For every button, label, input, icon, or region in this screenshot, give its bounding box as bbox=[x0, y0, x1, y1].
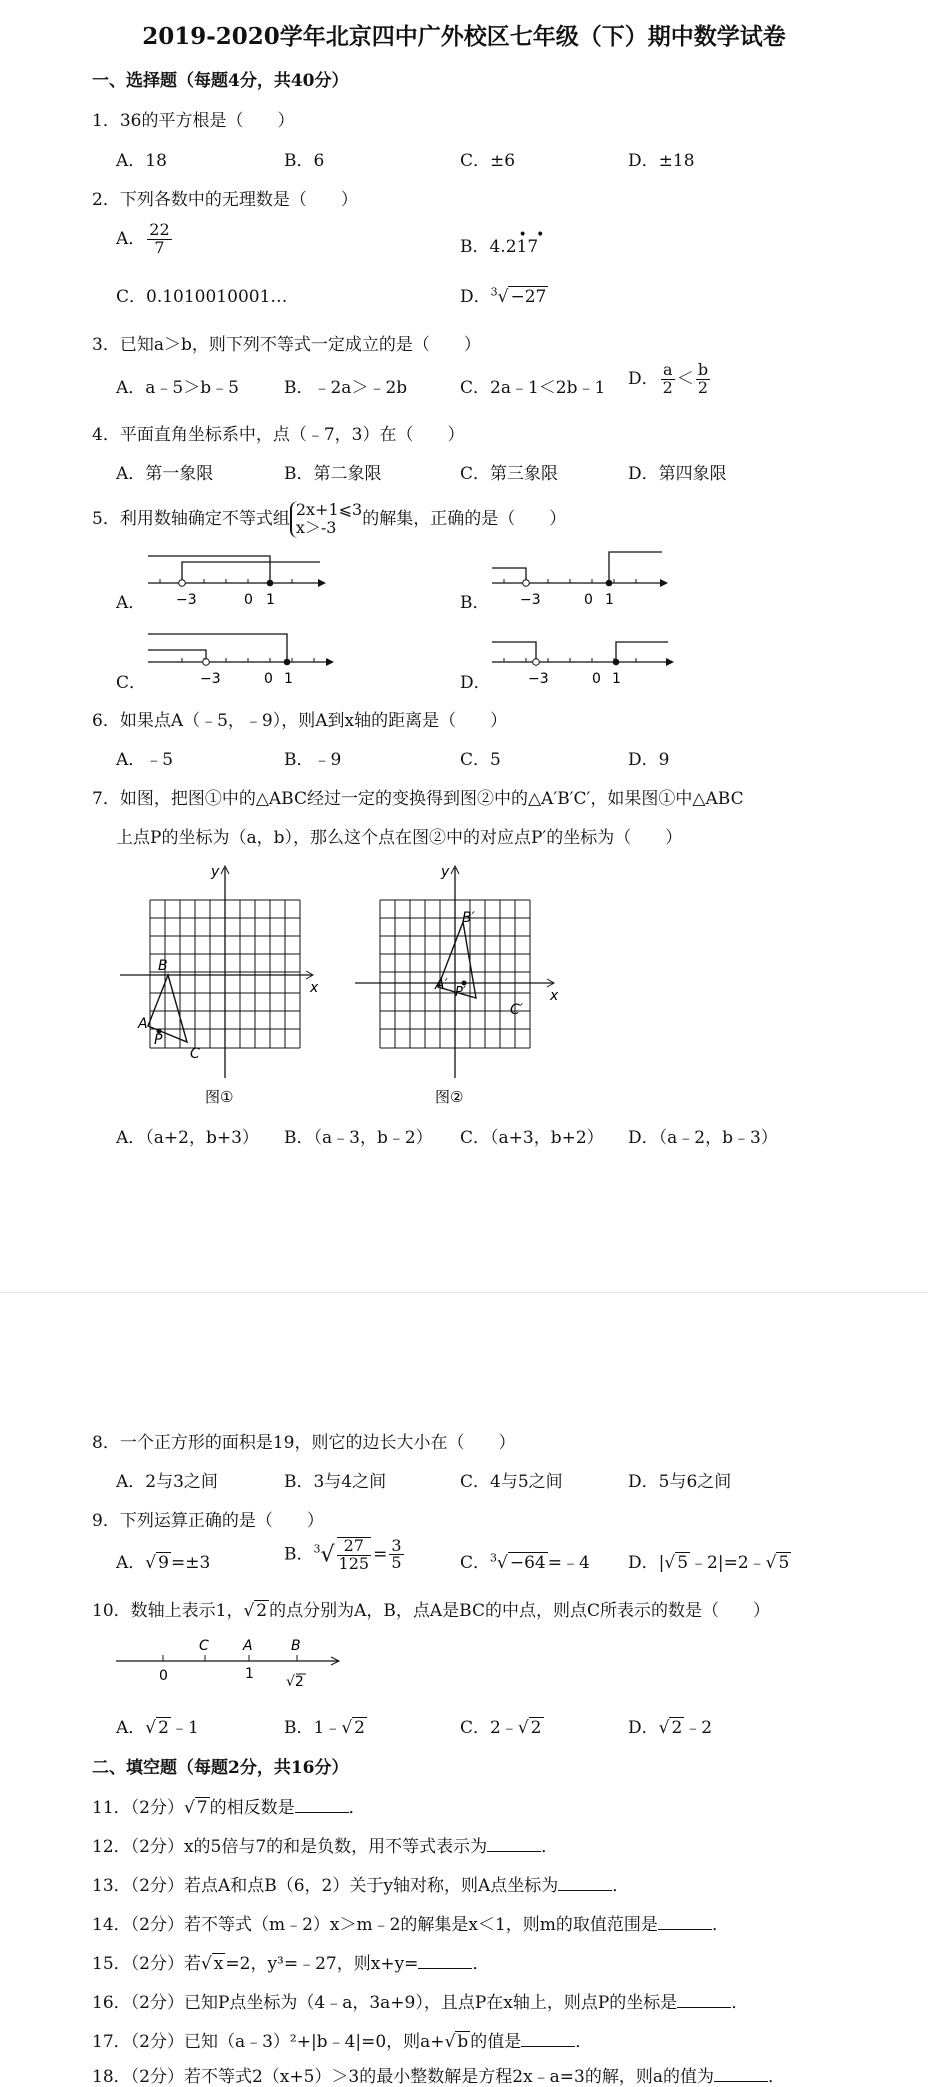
q17-radicand: b bbox=[457, 2032, 469, 2052]
q10-c-label: C．2﹣ bbox=[460, 1718, 518, 1738]
q14-answer-blank[interactable] bbox=[658, 1915, 712, 1930]
q9-a-radicand: 9 bbox=[158, 1553, 169, 1573]
fig2-point-c: C′ bbox=[510, 1002, 523, 1018]
question-17: 17．（2分）已知（a﹣3）²+|b﹣4|=0，则a+√ b 的值是 ． bbox=[92, 2032, 593, 2052]
tick-label-neg3: −3 bbox=[520, 592, 541, 608]
q13-text: 13．（2分）若点A和点B（6，2）关于y轴对称，则A点坐标为 bbox=[92, 1876, 559, 1896]
tick-label-neg3: −3 bbox=[200, 671, 221, 686]
q9-option-b[interactable]: B．$^3$√ $\frac{27}{125}$ = $\frac{3}{5}$ bbox=[284, 1535, 402, 1573]
q3-option-c[interactable]: C．2a﹣1＜2b﹣1 bbox=[460, 378, 606, 398]
q9-d-radicand-1: 5 bbox=[677, 1553, 689, 1573]
q7-figure-2 bbox=[345, 858, 570, 1108]
tick-label-1: 1 bbox=[266, 592, 275, 608]
q9-c-radicand: −64 bbox=[509, 1553, 546, 1573]
question-8-stem: 8．一个正方形的面积是19，则它的边长大小在（ ） bbox=[92, 1433, 516, 1453]
question-1-stem: 1．36的平方根是（ ） bbox=[92, 111, 295, 131]
q7-figure-1 bbox=[112, 858, 327, 1108]
q2-d-radicand: −27 bbox=[510, 287, 547, 307]
tick-label-1: 1 bbox=[612, 671, 621, 686]
q12-text: 12．（2分）x的5倍与7的和是负数，用不等式表示为 bbox=[92, 1837, 488, 1857]
q18-answer-blank[interactable] bbox=[714, 2067, 768, 2082]
q16-text: 16．（2分）已知P点坐标为（4﹣a，3a+9），且点P在x轴上，则点P的坐标是 bbox=[92, 1993, 678, 2013]
q13-answer-blank[interactable] bbox=[558, 1876, 612, 1891]
q4-option-c[interactable]: C．第三象限 bbox=[460, 464, 559, 484]
question-14 bbox=[92, 1910, 729, 1935]
fig1-x-axis-label: x bbox=[310, 980, 319, 996]
repeating-dots: • • bbox=[518, 227, 549, 243]
tick-label-0: 0 bbox=[244, 592, 253, 608]
fig2-caption: 图② bbox=[435, 1088, 464, 1106]
q3-d-label: D． bbox=[628, 368, 659, 389]
q2-option-d[interactable]: D．$^3$√ −27 bbox=[460, 285, 547, 307]
q2-d-label: D． bbox=[460, 287, 491, 307]
repeating-decimal bbox=[516, 227, 549, 257]
q10-tick-0: 0 bbox=[159, 1668, 168, 1684]
page-divider bbox=[0, 1292, 928, 1293]
fig2-point-p: P′ bbox=[455, 985, 466, 1000]
q4-option-b[interactable]: B．第二象限 bbox=[284, 464, 382, 484]
q9-b-root-index: 3 bbox=[313, 1542, 321, 1556]
q16-end: ． bbox=[731, 1993, 749, 2013]
q10-axis-point-b: B bbox=[291, 1638, 301, 1654]
q15-radicand: x bbox=[213, 1954, 224, 1974]
q2-a-denominator: 7 bbox=[154, 237, 165, 257]
q3-d-operator: ＜ bbox=[676, 368, 694, 389]
q9-option-c[interactable]: C．$^3$√ −64 =﹣4 bbox=[460, 1551, 590, 1573]
q5-number-line-a[interactable] bbox=[140, 548, 330, 608]
question-2-stem: 2．下列各数中的无理数是（ ） bbox=[92, 190, 358, 210]
question-6-stem: 6．如果点A（﹣5，﹣9），则A到x轴的距离是（ ） bbox=[92, 711, 508, 731]
q1-option-a[interactable]: A．18 bbox=[116, 151, 167, 171]
q10-option-c[interactable]: C．2﹣√ 2 bbox=[460, 1718, 542, 1738]
tick-label-0: 0 bbox=[592, 671, 601, 686]
q9-d-middle: ﹣2|=2﹣ bbox=[690, 1553, 766, 1573]
q5-system-line-1: 2x+1⩽3 bbox=[295, 500, 363, 519]
q11-post: 的相反数是 bbox=[209, 1798, 295, 1818]
q8-option-c[interactable]: C．4与5之间 bbox=[460, 1472, 563, 1492]
q10-number-line bbox=[110, 1630, 350, 1692]
q11-end: ． bbox=[348, 1798, 366, 1818]
q8-option-d[interactable]: D．5与6之间 bbox=[628, 1472, 732, 1492]
q17-answer-blank[interactable] bbox=[521, 2032, 575, 2047]
fig1-caption: 图① bbox=[205, 1088, 234, 1106]
question-7-stem-line-2: 上点P的坐标为（a，b），那么这个点在图②中的对应点P′的坐标为（ ） bbox=[116, 828, 683, 848]
q5-option-b-label[interactable]: B． bbox=[460, 593, 490, 613]
q7-option-c[interactable]: C．（a+3，b+2） bbox=[460, 1128, 604, 1148]
q3-option-a[interactable]: A．a﹣5＞b﹣5 bbox=[116, 378, 239, 398]
section-choice-heading: 一、选择题（每题4分，共40分） bbox=[92, 71, 349, 91]
q9-b-den: 125 bbox=[338, 1553, 370, 1573]
q5-number-line-c[interactable] bbox=[140, 626, 340, 686]
q2-b-repeat-digits: 17 bbox=[516, 237, 539, 257]
q3-d-num1: a bbox=[661, 362, 675, 380]
q18-end: ． bbox=[767, 2067, 785, 2087]
q10-option-b[interactable]: B．1﹣√ 2 bbox=[284, 1718, 365, 1738]
fig2-y-axis-label: y bbox=[441, 864, 450, 880]
q2-b-label: B．4.2 bbox=[460, 237, 517, 257]
q10-stem-radicand: 2 bbox=[256, 1601, 268, 1621]
q2-option-a[interactable] bbox=[116, 222, 174, 257]
q6-option-b[interactable]: B．﹣9 bbox=[284, 750, 342, 770]
q1-option-b[interactable]: B．6 bbox=[284, 151, 325, 171]
q3-option-d[interactable] bbox=[628, 362, 712, 397]
q17-pre: 17．（2分）已知（a﹣3）²+|b﹣4|=0，则a+ bbox=[92, 2032, 445, 2052]
q9-a-label: A． bbox=[116, 1553, 146, 1573]
q18-text: 18．（2分）若不等式2（x+5）＞3的最小整数解是方程2x﹣a=3的解，则a的值为 bbox=[92, 2067, 714, 2087]
q9-c-rest: =﹣4 bbox=[547, 1553, 590, 1573]
q9-b-result-fraction bbox=[389, 1535, 403, 1573]
q11-pre: 11．（2分） bbox=[92, 1798, 184, 1818]
tick-label-0: 0 bbox=[264, 671, 273, 686]
q10-stem-post: 的点分别为A，B，点A是BC的中点，则点C所表示的数是（ ） bbox=[269, 1601, 770, 1621]
q5-stem-post: 的解集，正确的是（ ） bbox=[362, 508, 567, 529]
question-13 bbox=[92, 1871, 629, 1896]
inequality-system bbox=[290, 501, 362, 538]
q12-end: ． bbox=[541, 1837, 559, 1857]
q9-b-result-den: 5 bbox=[391, 1553, 402, 1573]
q10-tick-1: 1 bbox=[245, 1666, 254, 1682]
tick-label-1: 1 bbox=[605, 592, 614, 608]
fig1-point-c: C bbox=[190, 1046, 200, 1062]
q7-option-d[interactable]: D．（a﹣2，b﹣3） bbox=[628, 1128, 778, 1148]
q4-option-d[interactable]: D．第四象限 bbox=[628, 464, 727, 484]
fraction-a-over-2 bbox=[661, 362, 675, 397]
section-fill-heading: 二、填空题（每题2分，共16分） bbox=[92, 1758, 349, 1778]
q10-axis-point-c: C bbox=[199, 1638, 209, 1654]
q15-end: ． bbox=[472, 1954, 490, 1974]
q12-answer-blank[interactable] bbox=[487, 1837, 541, 1852]
question-12 bbox=[92, 1832, 558, 1857]
q3-d-den2: 2 bbox=[697, 377, 709, 397]
q3-option-b[interactable]: B．﹣2a＞﹣2b bbox=[284, 378, 408, 398]
fig1-point-p: P bbox=[154, 1032, 163, 1048]
question-9-stem: 9．下列运算正确的是（ ） bbox=[92, 1511, 324, 1531]
q14-end: ． bbox=[711, 1915, 729, 1935]
q10-a-radicand: 2 bbox=[158, 1718, 169, 1738]
question-3-stem: 3．已知a＞b，则下列不等式一定成立的是（ ） bbox=[92, 335, 481, 355]
q5-number-line-d[interactable] bbox=[484, 626, 684, 686]
q11-radicand: 7 bbox=[196, 1798, 208, 1818]
q2-d-root-index: 3 bbox=[490, 285, 498, 299]
q9-b-label: B． bbox=[284, 1544, 314, 1565]
page-title: 2019-2020学年北京四中广外校区七年级（下）期中数学试卷 bbox=[142, 23, 786, 50]
q9-b-radicand-fraction bbox=[337, 1537, 372, 1573]
q10-tick-sqrt2: √2 bbox=[286, 1674, 304, 1690]
q10-option-d[interactable]: D．√ 2 ﹣2 bbox=[628, 1718, 713, 1738]
tick-label-0: 0 bbox=[584, 592, 593, 608]
q15-answer-blank[interactable] bbox=[418, 1954, 472, 1969]
fig2-point-b: B′ bbox=[462, 910, 475, 926]
q10-d-radicand: 2 bbox=[671, 1718, 683, 1738]
q17-post: 的值是 bbox=[470, 2032, 522, 2052]
question-16 bbox=[92, 1988, 748, 2013]
q2-option-c[interactable]: C．0.1010010001… bbox=[116, 287, 288, 307]
fraction-22-over-7 bbox=[147, 222, 171, 257]
q5-stem-pre: 5．利用数轴确定不等式组 bbox=[92, 508, 290, 529]
q10-a-label: A． bbox=[116, 1718, 146, 1738]
q15-mid: =2，y³=﹣27，则x+y= bbox=[225, 1954, 419, 1974]
q10-a-rest: ﹣1 bbox=[170, 1718, 199, 1738]
q9-option-d[interactable]: D．|√ 5 ﹣2|=2﹣√ 5 bbox=[628, 1553, 790, 1573]
q9-d-radicand-2: 5 bbox=[778, 1553, 790, 1573]
q11-answer-blank[interactable] bbox=[295, 1798, 349, 1813]
fig1-point-b: B bbox=[158, 958, 168, 974]
q16-answer-blank[interactable] bbox=[677, 1993, 731, 2008]
q6-option-d[interactable]: D．9 bbox=[628, 750, 670, 770]
question-11: 11．（2分）√ 7 的相反数是 ． bbox=[92, 1798, 366, 1818]
q7-option-b[interactable]: B．（a﹣3，b﹣2） bbox=[284, 1128, 433, 1148]
question-10-stem: 10．数轴上表示1，√ 2 的点分别为A，B，点A是BC的中点，则点C所表示的数是（ ） bbox=[92, 1601, 770, 1621]
q10-axis-point-a: A bbox=[243, 1638, 253, 1654]
q1-option-c[interactable]: C．±6 bbox=[460, 151, 516, 171]
fig1-point-a: A bbox=[138, 1016, 148, 1032]
q6-option-c[interactable]: C．5 bbox=[460, 750, 501, 770]
q9-b-result-num: 3 bbox=[391, 1535, 402, 1555]
q14-text: 14．（2分）若不等式（m﹣2）x＞m﹣2的解集是x＜1，则m的取值范围是 bbox=[92, 1915, 658, 1935]
q7-option-a[interactable]: A．（a+2，b+3） bbox=[116, 1128, 259, 1148]
q9-option-a[interactable]: A．√ 9 =±3 bbox=[116, 1553, 211, 1573]
tick-label-neg3: −3 bbox=[176, 592, 197, 608]
q5-option-a-label[interactable]: A． bbox=[116, 593, 146, 613]
q4-option-a[interactable]: A．第一象限 bbox=[116, 464, 214, 484]
q3-d-den1: 2 bbox=[662, 377, 673, 397]
q10-stem-pre: 10．数轴上表示1， bbox=[92, 1601, 244, 1621]
question-7-stem-line-1: 7．如图，把图①中的△ABC经过一定的变换得到图②中的△A′B′C′，如果图①中△ABC bbox=[92, 789, 744, 809]
q8-option-a[interactable]: A．2与3之间 bbox=[116, 1472, 218, 1492]
question-15: 15．（2分）若√ x =2，y³=﹣27，则x+y= ． bbox=[92, 1954, 490, 1974]
q13-end: ． bbox=[612, 1876, 630, 1896]
q10-option-a[interactable]: A．√ 2 ﹣1 bbox=[116, 1718, 199, 1738]
q5-option-c-label[interactable]: C． bbox=[116, 673, 147, 693]
fig2-point-a: A′ bbox=[435, 977, 448, 993]
q9-b-num: 27 bbox=[337, 1538, 372, 1556]
q1-option-d[interactable]: D．±18 bbox=[628, 151, 695, 171]
q10-d-label: D． bbox=[628, 1718, 659, 1738]
q9-c-root-index: 3 bbox=[490, 1551, 498, 1565]
question-5-stem bbox=[92, 501, 566, 538]
q3-d-num2: b bbox=[697, 360, 709, 379]
q2-a-label: A． bbox=[116, 228, 146, 249]
q10-b-label: B．1﹣ bbox=[284, 1718, 342, 1738]
q6-option-a[interactable]: A．﹣5 bbox=[116, 750, 174, 770]
q8-option-b[interactable]: B．3与4之间 bbox=[284, 1472, 387, 1492]
q5-system-line-2: x＞-3 bbox=[295, 518, 337, 538]
tick-label-neg3: −3 bbox=[528, 671, 549, 686]
q17-end: ． bbox=[575, 2032, 593, 2052]
q2-a-numerator: 22 bbox=[149, 220, 170, 239]
tick-label-1: 1 bbox=[284, 671, 293, 686]
q9-a-rest: =±3 bbox=[170, 1553, 211, 1573]
question-4-stem: 4．平面直角坐标系中，点（﹣7，3）在（ ） bbox=[92, 425, 465, 445]
q10-tick-sqrt2-radicand: 2 bbox=[294, 1674, 304, 1690]
q9-d-label: D．| bbox=[628, 1553, 665, 1573]
q10-d-rest: ﹣2 bbox=[684, 1718, 713, 1738]
q2-option-b[interactable] bbox=[460, 227, 549, 257]
q10-b-radicand: 2 bbox=[354, 1718, 365, 1738]
q9-c-label: C． bbox=[460, 1553, 491, 1573]
q5-number-line-b[interactable] bbox=[484, 548, 674, 608]
question-18 bbox=[92, 2062, 785, 2087]
q9-b-eq: = bbox=[373, 1544, 388, 1565]
fraction-b-over-2 bbox=[696, 362, 710, 397]
fig1-y-axis-label: y bbox=[211, 864, 220, 880]
q10-c-radicand: 2 bbox=[530, 1718, 542, 1738]
fig2-x-axis-label: x bbox=[550, 988, 559, 1004]
q5-option-d-label[interactable]: D． bbox=[460, 673, 491, 693]
q15-pre: 15．（2分）若 bbox=[92, 1954, 201, 1974]
